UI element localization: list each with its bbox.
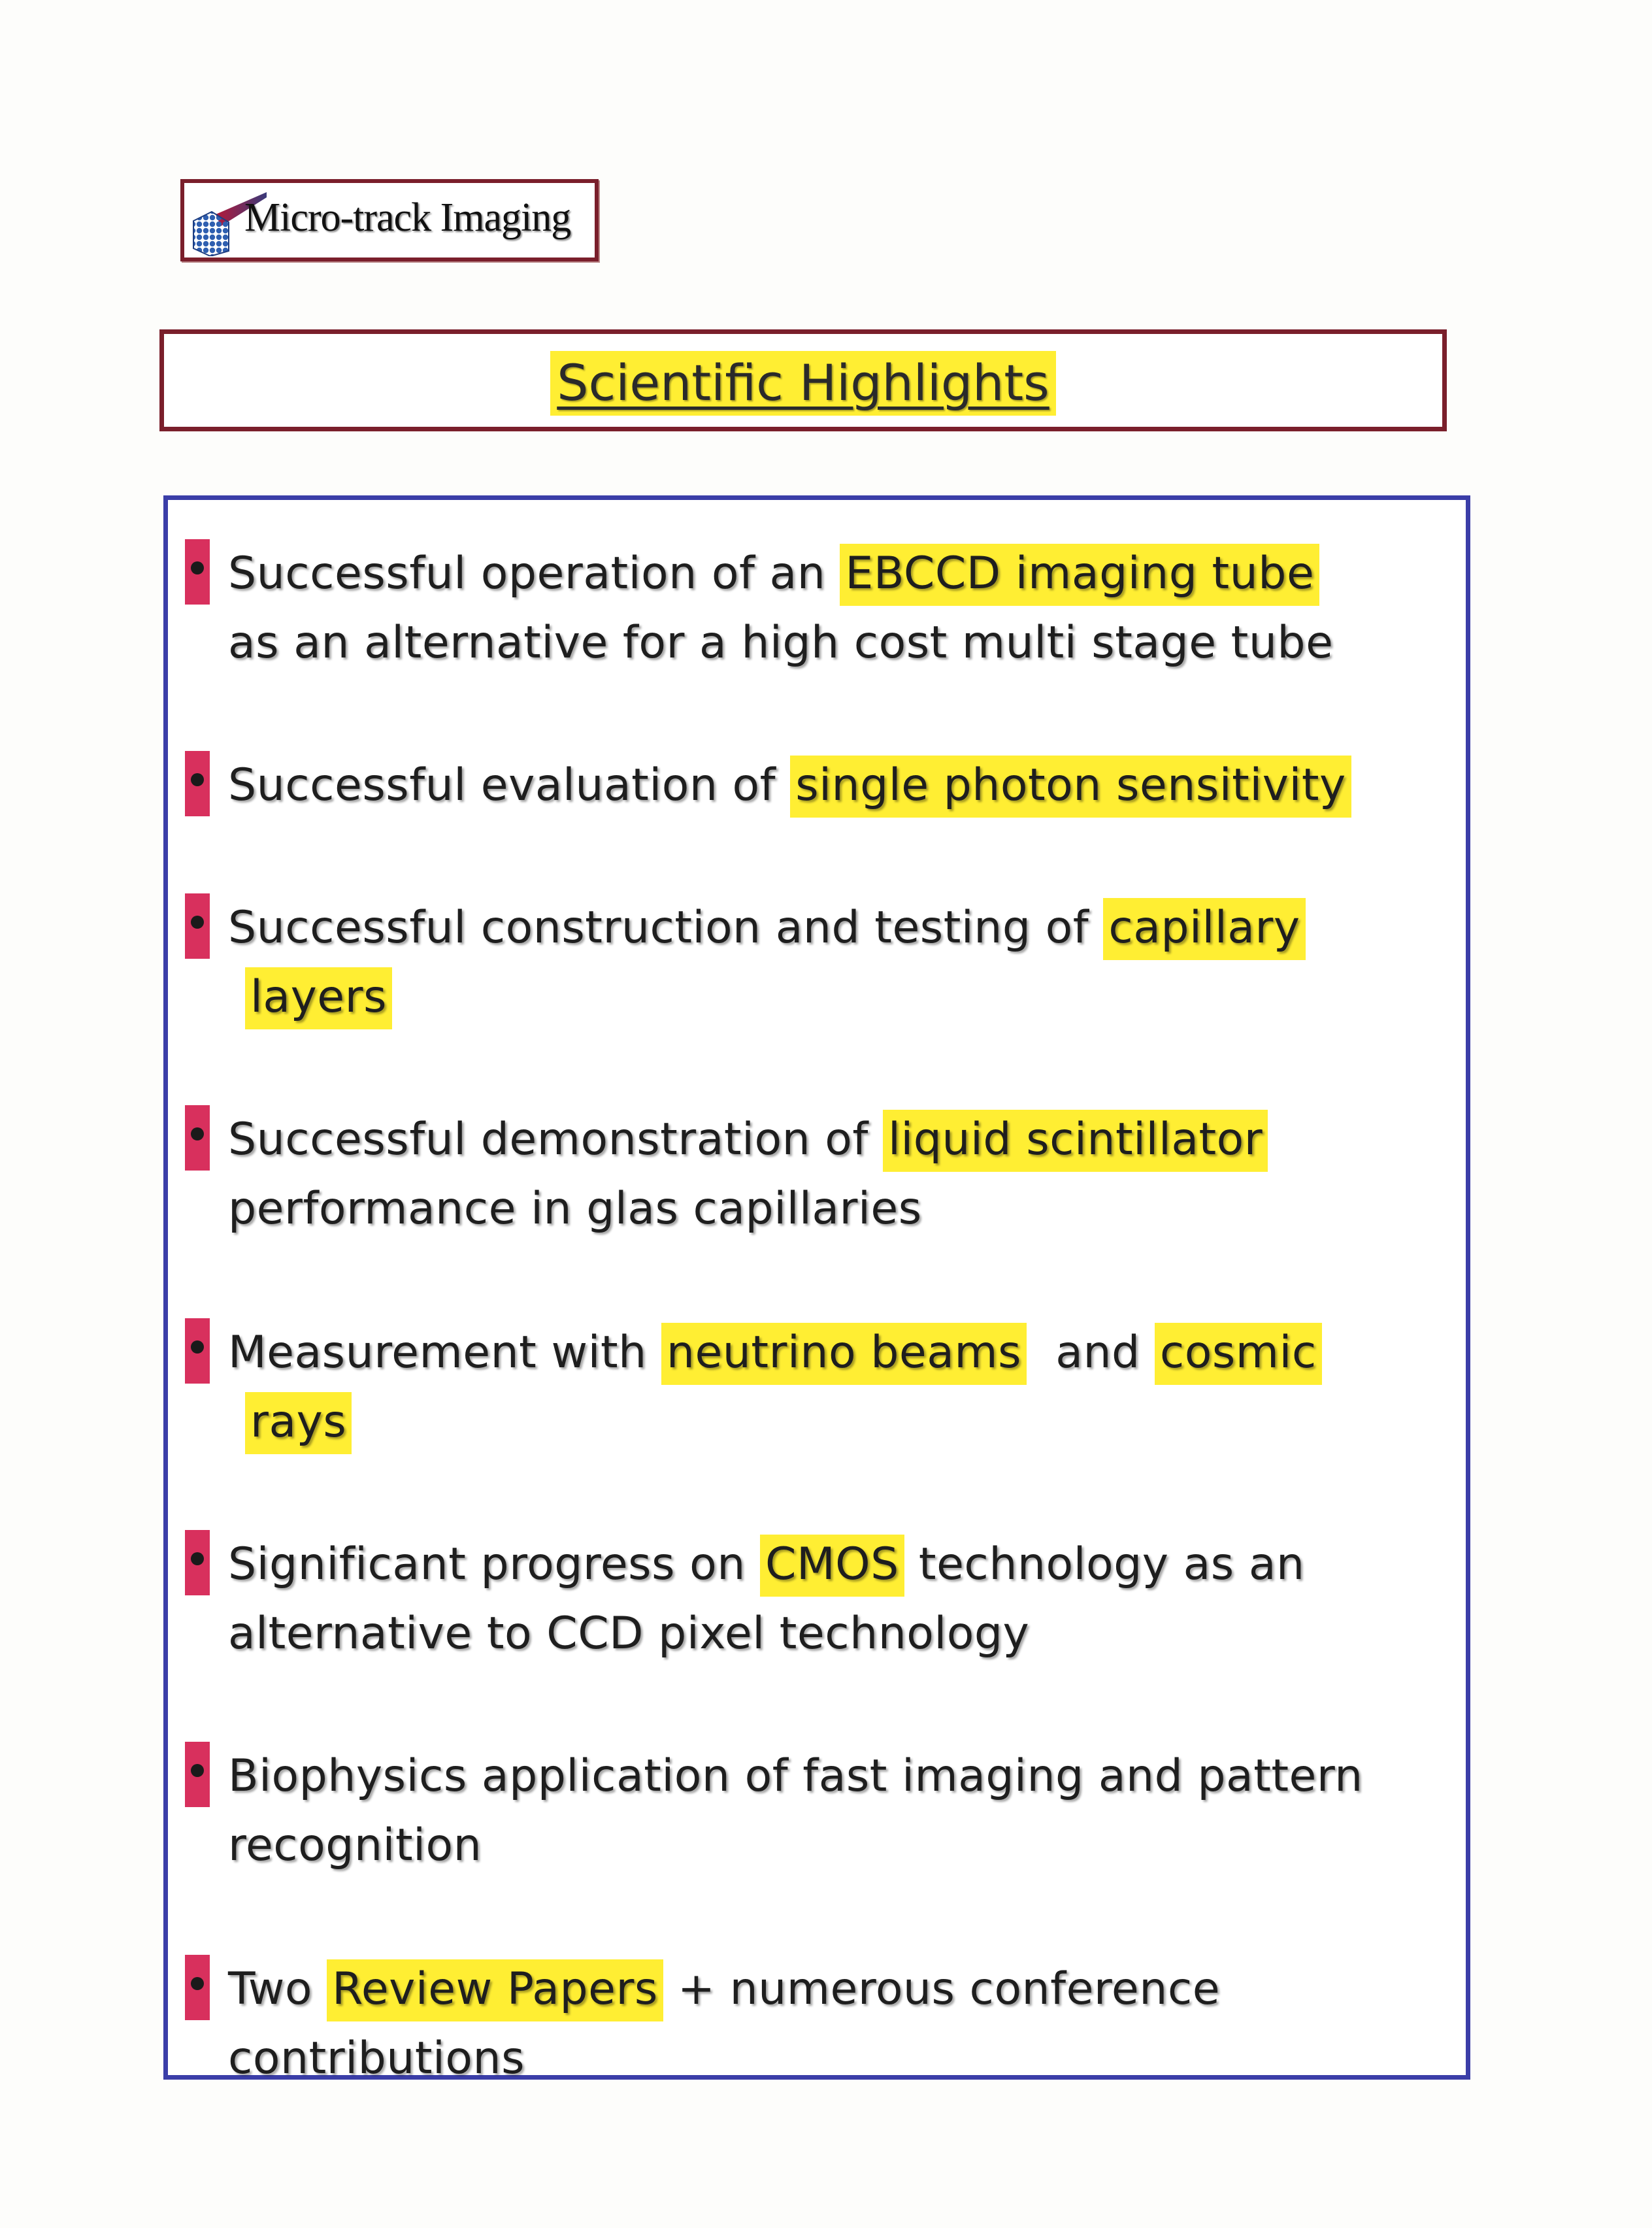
item-line: Successful evaluation of single photon sensitivity bbox=[228, 759, 1351, 812]
bullet-icon bbox=[185, 751, 210, 816]
item-line: Two Review Papers + numerous conference bbox=[228, 1963, 1220, 2016]
bullet-icon bbox=[185, 1318, 210, 1384]
highlighted-term: rays bbox=[245, 1392, 352, 1454]
highlights-list bbox=[163, 495, 1470, 2084]
bullet-icon bbox=[185, 1742, 210, 1807]
title-box bbox=[159, 329, 1447, 431]
logo-text: Micro-track Imaging bbox=[244, 195, 571, 240]
item-line: Measurement with neutrino beams and cosmic bbox=[228, 1326, 1322, 1380]
list-item bbox=[168, 520, 1468, 669]
item-line: Successful demonstration of liquid scintillator bbox=[228, 1113, 1268, 1167]
list-item bbox=[168, 1722, 1468, 1871]
item-line: Biophysics application of fast imaging and pattern bbox=[228, 1750, 1363, 1802]
item-line bbox=[245, 1395, 352, 1449]
highlighted-term: CMOS bbox=[760, 1535, 904, 1597]
list-item bbox=[168, 874, 1468, 1023]
bullet-icon bbox=[185, 893, 210, 959]
item-line: Successful construction and testing of capillary bbox=[228, 901, 1306, 955]
list-item bbox=[168, 731, 1468, 862]
logo bbox=[180, 179, 599, 261]
highlighted-term: capillary bbox=[1103, 898, 1305, 960]
item-line: recognition bbox=[228, 1820, 482, 1871]
list-item bbox=[168, 1299, 1468, 1448]
highlighted-term: single photon sensitivity bbox=[790, 756, 1351, 818]
bullet-icon bbox=[185, 539, 210, 605]
highlighted-term: liquid scintillator bbox=[883, 1110, 1268, 1172]
item-line: as an alternative for a high cost multi stage tube bbox=[228, 617, 1334, 669]
highlighted-term: cosmic bbox=[1155, 1323, 1322, 1385]
highlighted-term: layers bbox=[245, 967, 392, 1029]
item-line: alternative to CCD pixel technology bbox=[228, 1608, 1030, 1659]
item-line: performance in glas capillaries bbox=[228, 1183, 922, 1235]
highlighted-term: neutrino beams bbox=[661, 1323, 1027, 1385]
item-line: Significant progress on CMOS technology as an bbox=[228, 1538, 1305, 1591]
title-highlight: Scientific Highlights bbox=[550, 351, 1056, 416]
bullet-icon bbox=[185, 1105, 210, 1171]
list-item bbox=[168, 1935, 1468, 2084]
item-line: contributions bbox=[228, 2033, 525, 2084]
bullet-icon bbox=[185, 1955, 210, 2020]
list-item bbox=[168, 1086, 1468, 1235]
item-line: Successful operation of an EBCCD imaging tube bbox=[228, 547, 1319, 601]
item-line bbox=[245, 971, 392, 1024]
page-title bbox=[164, 354, 1442, 412]
bullet-icon bbox=[185, 1530, 210, 1595]
highlighted-term: EBCCD imaging tube bbox=[840, 544, 1319, 606]
list-item bbox=[168, 1510, 1468, 1659]
highlighted-term: Review Papers bbox=[327, 1959, 663, 2021]
